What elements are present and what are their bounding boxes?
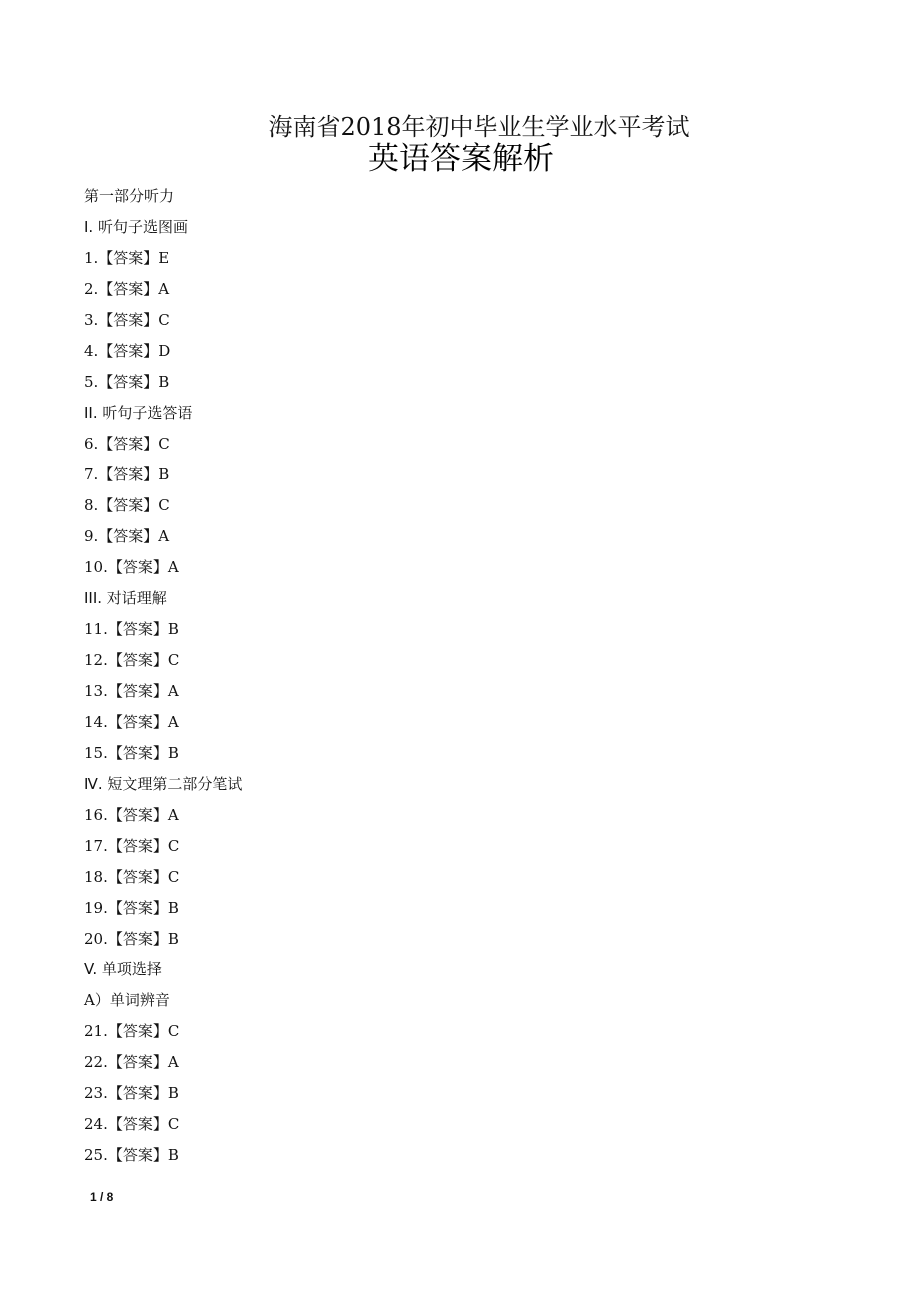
answer-line: 17.【答案】C: [84, 836, 180, 855]
answer-line: 20.【答案】B: [84, 929, 179, 948]
answer-line: 24.【答案】C: [84, 1115, 180, 1134]
section-heading: Ⅰ. 听句子选图画: [84, 217, 188, 236]
answer-line: 4.【答案】D: [84, 341, 171, 360]
answer-line: 15.【答案】B: [84, 743, 179, 762]
answer-line: 23.【答案】B: [84, 1084, 179, 1103]
answer-line: 10.【答案】A: [84, 558, 179, 577]
answer-list: [84, 181, 864, 1171]
answer-line: 9.【答案】A: [84, 527, 170, 546]
section-heading: 第一部分听力: [84, 187, 175, 205]
answer-line: 16.【答案】A: [84, 805, 179, 824]
section-heading: Ⅳ. 短文理第二部分笔试: [84, 774, 243, 793]
section-heading: III. 对话理解: [84, 589, 167, 608]
document-subtitle: 英语答案解析: [368, 141, 554, 177]
answer-line: 14.【答案】A: [84, 712, 179, 731]
answer-line: 6.【答案】C: [84, 434, 170, 453]
answer-line: 5.【答案】B: [84, 372, 170, 391]
answer-line: 1.【答案】E: [84, 248, 170, 267]
answer-line: 18.【答案】C: [84, 867, 180, 886]
answer-line: 8.【答案】C: [84, 496, 170, 515]
section-heading: V. 单项选择: [84, 960, 162, 979]
page-number: 1 / 8: [90, 1190, 114, 1204]
subsection-heading: A）单词辨音: [84, 991, 170, 1010]
answer-line: 13.【答案】A: [84, 682, 179, 700]
answer-line: 19.【答案】B: [84, 898, 179, 917]
answer-line: 7.【答案】B: [84, 465, 170, 484]
answer-line: 12.【答案】C: [84, 651, 180, 670]
answer-line: 25.【答案】B: [84, 1146, 179, 1165]
answer-line: 22.【答案】A: [84, 1053, 179, 1072]
answer-line: 11.【答案】B: [84, 620, 179, 639]
section-heading: II. 听句子选答语: [84, 403, 193, 422]
answer-line: 2.【答案】A: [84, 279, 170, 298]
answer-line: 21.【答案】C: [84, 1022, 180, 1041]
answer-line: 3.【答案】C: [84, 310, 170, 329]
document-title: 海南省2018年初中毕业生学业水平考试: [268, 113, 690, 141]
